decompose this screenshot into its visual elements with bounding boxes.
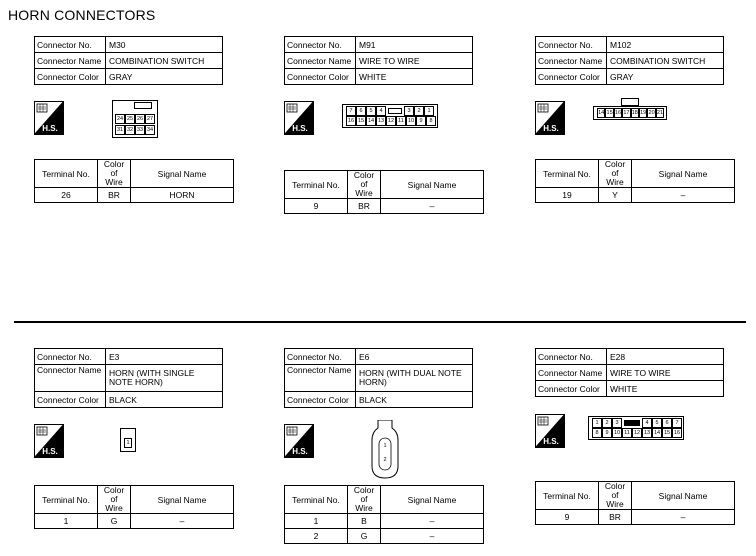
terminal-no-header: Terminal No. xyxy=(35,160,98,188)
pin-cell: 14 xyxy=(367,118,375,124)
pin-cell: 25 xyxy=(126,116,134,122)
connector-no-label: Connector No. xyxy=(536,37,607,53)
terminal-table xyxy=(535,159,735,203)
pin-cell: 16 xyxy=(347,118,355,124)
pin-cell: 2 xyxy=(602,418,612,428)
pin-cell: 13 xyxy=(377,118,385,124)
connector-housing xyxy=(134,102,152,109)
table-row xyxy=(285,514,484,529)
connector-name-label: Connector Name xyxy=(536,365,607,381)
hs-label: H.S. xyxy=(543,437,559,446)
wire-color-header: Color of Wire xyxy=(599,482,632,510)
signal-name-header: Signal Name xyxy=(381,171,484,199)
signal-name-header: Signal Name xyxy=(381,486,484,514)
pin-cell: 1 xyxy=(592,418,602,428)
pin-cell: 15 xyxy=(357,118,365,124)
connector-no-value: M91 xyxy=(356,37,473,53)
signal-name-cell: – xyxy=(632,188,735,203)
table-row xyxy=(285,199,484,214)
pin-cell: 10 xyxy=(407,118,415,124)
signal-name-cell: – xyxy=(131,514,234,529)
terminal-no-header: Terminal No. xyxy=(285,171,348,199)
connector-color-value: WHITE xyxy=(607,381,724,397)
terminal-no-header: Terminal No. xyxy=(536,160,599,188)
pin-cell: 11 xyxy=(396,116,406,126)
connector-color-label: Connector Color xyxy=(536,381,607,397)
signal-name-cell: – xyxy=(381,199,484,214)
hs-icon xyxy=(34,101,64,135)
wire-color-cell: B xyxy=(348,514,381,529)
signal-name-header: Signal Name xyxy=(131,486,234,514)
connector-name-label: Connector Name xyxy=(536,53,607,69)
connector-name-value: HORN (WITH SINGLE NOTE HORN) xyxy=(106,365,223,392)
connector-color-label: Connector Color xyxy=(285,69,356,85)
connector-name-label: Connector Name xyxy=(35,53,106,69)
wire-color-cell: BR xyxy=(98,188,131,203)
hs-icon xyxy=(284,424,314,458)
terminal-no-cell: 19 xyxy=(536,188,599,203)
connector-no-value: E6 xyxy=(356,349,473,365)
connector-name-label: Connector Name xyxy=(285,53,356,69)
terminal-table xyxy=(284,485,484,544)
hs-label: H.S. xyxy=(543,124,559,133)
pin-cell: 8 xyxy=(426,116,436,126)
connector-info-table xyxy=(535,36,724,85)
terminal-no-cell: 1 xyxy=(285,514,348,529)
table-row xyxy=(536,188,735,203)
pin-cell: 14 xyxy=(598,110,605,116)
connector-no-label: Connector No. xyxy=(285,349,356,365)
wire-color-cell: BR xyxy=(348,199,381,214)
pin-cell: 31 xyxy=(116,127,124,133)
pin-cell: 10 xyxy=(613,430,621,436)
terminal-no-cell: 2 xyxy=(285,529,348,544)
connector-name-value: WIRE TO WIRE xyxy=(607,365,724,381)
connector-name-label: Connector Name xyxy=(35,365,106,392)
connector-info-table xyxy=(284,348,473,408)
connector-name-value: WIRE TO WIRE xyxy=(356,53,473,69)
terminal-table xyxy=(34,485,234,529)
connector-name-value: COMBINATION SWITCH xyxy=(106,53,223,69)
table-row xyxy=(35,514,234,529)
wire-color-cell: Y xyxy=(599,188,632,203)
connector-color-value: BLACK xyxy=(106,392,223,408)
connector-no-label: Connector No. xyxy=(35,349,106,365)
pin-cell: 15 xyxy=(606,110,613,116)
hs-label: H.S. xyxy=(42,124,58,133)
connector-color-label: Connector Color xyxy=(35,392,106,408)
table-row xyxy=(536,510,735,525)
pin-cell: 1 xyxy=(424,106,434,116)
pin-cell: 6 xyxy=(356,106,366,116)
terminal-table xyxy=(284,170,484,214)
harness-side-icon-graphic xyxy=(34,101,64,135)
terminal-no-header: Terminal No. xyxy=(285,486,348,514)
connector-housing xyxy=(621,98,639,106)
pin-cell: 2 xyxy=(383,457,387,463)
connector-no-value: E3 xyxy=(106,349,223,365)
pin-cell: 27 xyxy=(146,116,154,122)
pin-cell: 4 xyxy=(642,418,652,428)
signal-name-cell: – xyxy=(632,510,735,525)
connector-no-label: Connector No. xyxy=(285,37,356,53)
terminal-table xyxy=(535,481,735,525)
pin-cell: 9 xyxy=(602,428,612,438)
pin-cell: 12 xyxy=(387,118,395,124)
pin-cell: 4 xyxy=(376,106,386,116)
connector-info-table xyxy=(284,36,473,85)
wire-color-header: Color of Wire xyxy=(98,160,131,188)
connector-info-table xyxy=(34,348,223,408)
signal-name-header: Signal Name xyxy=(632,160,735,188)
connector-name-label: Connector Name xyxy=(285,365,356,392)
connector-info-table xyxy=(34,36,223,85)
pin-cell: 9 xyxy=(416,116,426,126)
pin-cell: 1 xyxy=(383,443,387,449)
page-title: HORN CONNECTORS xyxy=(8,7,156,23)
connector-housing xyxy=(388,108,402,114)
connector-face-diagram xyxy=(370,420,400,485)
harness-side-icon-graphic xyxy=(284,101,314,135)
connector-no-value: M30 xyxy=(106,37,223,53)
wire-color-cell: G xyxy=(348,529,381,544)
pin-cell: 11 xyxy=(622,428,632,438)
connector-color-value: GRAY xyxy=(607,69,724,85)
wire-color-cell: G xyxy=(98,514,131,529)
connector-name-value: COMBINATION SWITCH xyxy=(607,53,724,69)
pin-cell: 7 xyxy=(672,418,682,428)
pin-cell: 3 xyxy=(404,106,414,116)
connector-no-label: Connector No. xyxy=(35,37,106,53)
pin-cell: 7 xyxy=(346,106,356,116)
pin-cell: 14 xyxy=(653,430,661,436)
pin-cell: 21 xyxy=(656,110,664,116)
table-row xyxy=(285,529,484,544)
hs-label: H.S. xyxy=(292,447,308,456)
signal-name-cell: – xyxy=(381,514,484,529)
terminal-no-cell: 1 xyxy=(35,514,98,529)
table-row xyxy=(35,188,234,203)
connector-color-label: Connector Color xyxy=(35,69,106,85)
pin-cell: 17 xyxy=(623,110,630,116)
wire-color-header: Color of Wire xyxy=(348,171,381,199)
harness-side-icon-graphic xyxy=(535,101,565,135)
connector-no-value: E28 xyxy=(607,349,724,365)
connector-color-value: BLACK xyxy=(356,392,473,408)
pin-cell: 24 xyxy=(116,116,124,122)
harness-side-icon-graphic xyxy=(284,424,314,458)
wire-color-header: Color of Wire xyxy=(348,486,381,514)
hs-icon xyxy=(535,101,565,135)
pin-cell: 1 xyxy=(124,438,132,448)
connector-info-table xyxy=(535,348,724,397)
pin-cell: 13 xyxy=(643,430,651,436)
pin-cell: 19 xyxy=(640,110,647,116)
connector-no-label: Connector No. xyxy=(536,349,607,365)
signal-name-header: Signal Name xyxy=(131,160,234,188)
connector-no-value: M102 xyxy=(607,37,724,53)
connector-color-label: Connector Color xyxy=(285,392,356,408)
pin-cell: 5 xyxy=(652,418,662,428)
hs-label: H.S. xyxy=(42,447,58,456)
pin-cell: 5 xyxy=(366,106,376,116)
wire-color-header: Color of Wire xyxy=(98,486,131,514)
harness-side-icon-graphic xyxy=(34,424,64,458)
pin-cell: 15 xyxy=(663,430,671,436)
terminal-no-header: Terminal No. xyxy=(536,482,599,510)
terminal-table xyxy=(34,159,234,203)
connector-housing xyxy=(624,420,640,426)
signal-name-cell: HORN xyxy=(131,188,234,203)
signal-name-cell: – xyxy=(381,529,484,544)
terminal-no-cell: 9 xyxy=(536,510,599,525)
pin-cell: 18 xyxy=(631,110,638,116)
pin-cell: 3 xyxy=(612,418,622,428)
pin-cell: 33 xyxy=(136,127,144,133)
hs-icon xyxy=(284,101,314,135)
wire-color-cell: BR xyxy=(599,510,632,525)
pin-cell: 34 xyxy=(146,127,154,133)
hs-icon xyxy=(535,414,565,448)
terminal-no-header: Terminal No. xyxy=(35,486,98,514)
pin-cell: 2 xyxy=(414,106,424,116)
signal-name-header: Signal Name xyxy=(632,482,735,510)
section-divider xyxy=(14,321,746,323)
pin-cell: 6 xyxy=(662,418,672,428)
pin-cell: 8 xyxy=(592,428,602,438)
harness-side-icon-graphic xyxy=(535,414,565,448)
hs-icon xyxy=(34,424,64,458)
pin-cell: 20 xyxy=(648,110,655,116)
terminal-no-cell: 26 xyxy=(35,188,98,203)
pin-cell: 32 xyxy=(126,127,134,133)
connector-color-value: WHITE xyxy=(356,69,473,85)
connector-color-value: GRAY xyxy=(106,69,223,85)
terminal-no-cell: 9 xyxy=(285,199,348,214)
connector-name-value: HORN (WITH DUAL NOTE HORN) xyxy=(356,365,473,392)
hs-label: H.S. xyxy=(292,124,308,133)
connector-color-label: Connector Color xyxy=(536,69,607,85)
pin-cell: 12 xyxy=(633,430,641,436)
wire-color-header: Color of Wire xyxy=(599,160,632,188)
pin-cell: 26 xyxy=(136,116,144,122)
pin-cell: 16 xyxy=(614,110,622,116)
pin-cell: 16 xyxy=(673,430,681,436)
